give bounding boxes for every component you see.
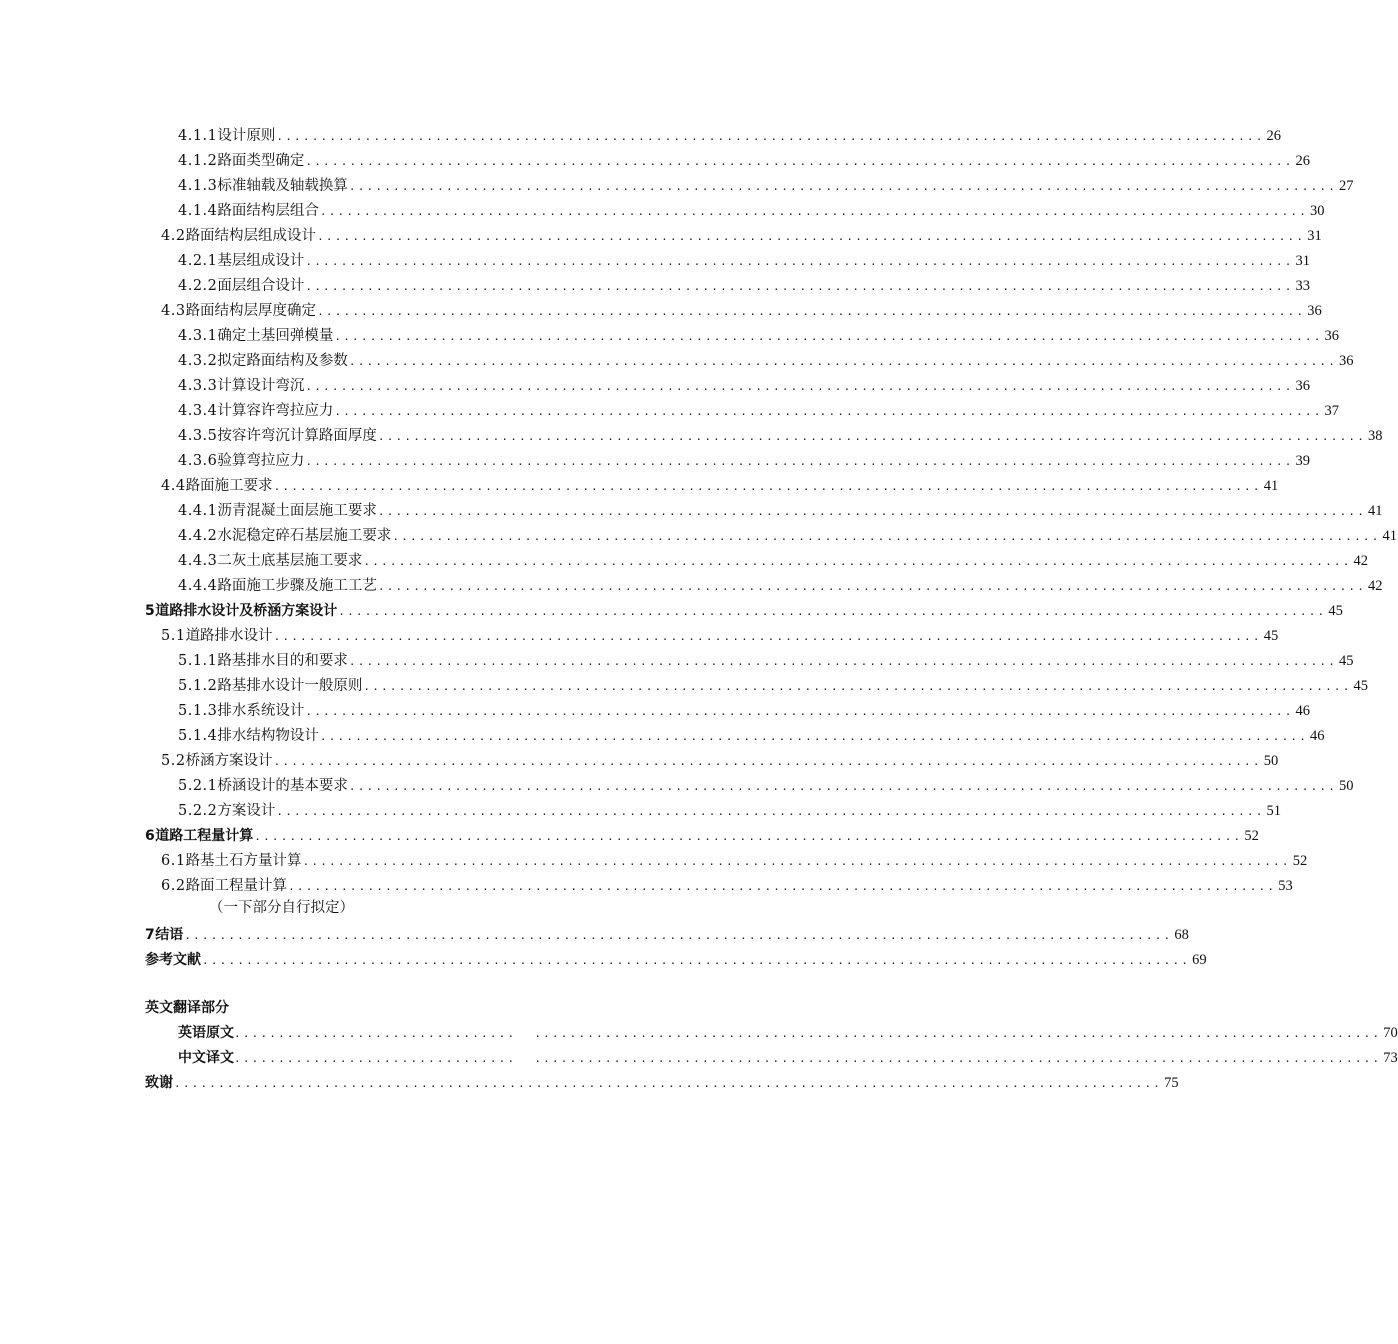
toc-entry-title: 路面结构层厚度确定 <box>185 303 317 319</box>
toc-entry-page: 36 <box>1307 303 1322 319</box>
dot-leader: ................................................................................................................ <box>273 630 1262 643</box>
toc-entry-page: 27 <box>1339 178 1354 194</box>
toc-entry-page: 53 <box>1278 878 1293 894</box>
dot-leader: ................................................................................................................ <box>317 230 1306 243</box>
toc-entry-title: 按容许弯沉计算路面厚度 <box>217 428 377 444</box>
dot-leader: ................................................................................................................ <box>305 155 1294 168</box>
toc-chapter-entry[interactable] <box>145 824 1259 849</box>
dot-leader: ................................................................................................................ <box>348 655 1338 668</box>
dot-leader: ................................................................................................................ <box>276 805 1265 818</box>
toc-entry-title: 计算设计弯沉 <box>217 378 305 394</box>
dot-leader: ................................................................................................ <box>534 1052 1382 1065</box>
dot-leader: ................................................................................................................ <box>305 380 1294 393</box>
toc-entry-title: 排水系统设计 <box>217 703 305 719</box>
dot-leader: ................................................................................................................ <box>334 405 1323 418</box>
dot-leader: ................................................................................................................ <box>392 530 1381 543</box>
toc-entry[interactable] <box>178 499 1383 524</box>
toc-entry-page: 46 <box>1310 728 1325 744</box>
toc-appendix-entry[interactable] <box>178 1046 1398 1071</box>
toc-entry-page: 36 <box>1295 378 1311 394</box>
toc-entry-page: 45 <box>1328 603 1343 619</box>
toc-entry-title: 道路排水设计及桥涵方案设计 <box>155 603 338 619</box>
toc-entry-title: 桥涵方案设计 <box>185 753 273 769</box>
dot-leader: ................................................................................................................ <box>317 305 1306 318</box>
toc-entry-number: 4.4.3 <box>178 553 218 569</box>
toc-entry-page: 36 <box>1324 328 1340 344</box>
dot-leader: ................................ <box>234 1027 517 1040</box>
dot-leader: ................................................................................................................ <box>363 680 1352 693</box>
toc-entry[interactable] <box>178 724 1325 749</box>
dot-leader: ................................................................................................................ <box>305 280 1294 293</box>
toc-entry-title: 路面施工要求 <box>185 478 273 494</box>
toc-appendix-entry[interactable] <box>178 1021 1398 1046</box>
toc-entry-title: 面层组合设计 <box>217 278 305 294</box>
toc-entry[interactable] <box>161 474 1279 499</box>
toc-entry-page: 37 <box>1324 403 1340 419</box>
toc-entry-title: 排水结构物设计 <box>217 728 319 744</box>
dot-leader: ................................................................................................................ <box>174 1077 1163 1090</box>
toc-entry-number: 4.3 <box>161 303 186 319</box>
toc-entry-number: 4.1.1 <box>178 128 218 144</box>
toc-entry-page: 26 <box>1295 153 1311 169</box>
toc-entry[interactable] <box>178 199 1325 224</box>
toc-entry-number: 4.1.2 <box>178 153 218 169</box>
toc-entry-title: 道路工程量计算 <box>155 828 254 844</box>
toc-entry-title: 路面工程量计算 <box>185 878 288 894</box>
toc-entry[interactable] <box>178 324 1340 349</box>
toc-entry-title: 路面结构层组合 <box>217 203 319 219</box>
toc-entry-title: 标准轴载及轴载换算 <box>217 178 348 194</box>
dot-leader: ................................................................................................................ <box>338 605 1327 618</box>
toc-entry-number: 4.3.5 <box>178 428 218 444</box>
toc-entry-page: 69 <box>1192 952 1207 968</box>
toc-entry-page: 42 <box>1353 553 1369 569</box>
appendix-heading: 英文翻译部分 <box>145 1000 229 1016</box>
dot-leader: ................................................................................................................ <box>305 705 1294 718</box>
toc-chapter-entry[interactable] <box>145 599 1343 624</box>
toc-entry-number: 4.3.1 <box>178 328 218 344</box>
toc-entry[interactable] <box>161 299 1322 324</box>
dot-leader: ................................................................................................................ <box>319 730 1309 743</box>
toc-entry-number: 4.3.2 <box>178 353 218 369</box>
toc-entry-page: 52 <box>1292 853 1308 869</box>
toc-entry-page: 42 <box>1368 578 1383 594</box>
toc-entry-title: 路基排水设计一般原则 <box>217 678 363 694</box>
toc-entry[interactable] <box>178 174 1354 199</box>
toc-entry-page: 31 <box>1295 253 1311 269</box>
dot-leader: ................................................................................................................ <box>288 880 1277 893</box>
toc-entry-page: 45 <box>1353 678 1369 694</box>
toc-entry-page: 52 <box>1244 828 1259 844</box>
toc-entry[interactable] <box>178 799 1282 824</box>
toc-entry[interactable] <box>178 549 1369 574</box>
toc-entry-page: 50 <box>1263 753 1279 769</box>
dot-leader: ................................................................................................................ <box>302 855 1291 868</box>
dot-leader: ................................................................................................................ <box>363 555 1352 568</box>
dot-leader: ................................ <box>234 1052 517 1065</box>
toc-entry-number: 4.4.1 <box>178 503 218 519</box>
dot-leader: ................................................................................................................ <box>348 180 1338 193</box>
toc-entry-page: 33 <box>1295 278 1311 294</box>
toc-entry-title: 确定土基回弹模量 <box>217 328 334 344</box>
toc-entry-page: 50 <box>1339 778 1354 794</box>
toc-entry-page: 51 <box>1266 803 1282 819</box>
toc-entry-title: 沥青混凝土面层施工要求 <box>217 503 377 519</box>
toc-entry-title: 中文译文 <box>178 1050 234 1066</box>
toc-entry-number: 4.4 <box>161 478 186 494</box>
toc-entry-page: 39 <box>1295 453 1311 469</box>
dot-leader: ................................................................................................................ <box>276 130 1265 143</box>
toc-entry[interactable] <box>178 274 1311 299</box>
toc-entry[interactable] <box>178 449 1311 474</box>
toc-entry-page: 45 <box>1263 628 1279 644</box>
toc-entry[interactable] <box>178 699 1311 724</box>
toc-chapter-entry[interactable] <box>145 1071 1179 1096</box>
dot-leader: ................................................................................................................ <box>273 755 1262 768</box>
toc-entry[interactable] <box>178 424 1383 449</box>
dot-leader: ................................................................................................................ <box>305 455 1294 468</box>
toc-entry-page: 30 <box>1310 203 1325 219</box>
toc-entry-number: 6 <box>145 828 156 844</box>
dot-leader: ................................................................................................................ <box>377 505 1367 518</box>
toc-entry[interactable] <box>161 749 1279 774</box>
toc-entry-title: 英语原文 <box>178 1025 234 1041</box>
toc-entry[interactable] <box>178 399 1340 424</box>
toc-entry-page: 73 <box>1383 1050 1398 1066</box>
toc-entry[interactable] <box>178 524 1398 549</box>
toc-entry-number: 4.2 <box>161 228 186 244</box>
toc-entry-page: 31 <box>1307 228 1322 244</box>
toc-entry-page: 41 <box>1368 503 1383 519</box>
toc-entry-number: 4.2.2 <box>178 278 218 294</box>
toc-entry-number: 5.1.3 <box>178 703 218 719</box>
toc-entry-number: 5.1 <box>161 628 186 644</box>
toc-chapter-entry[interactable] <box>145 923 1189 948</box>
toc-entry-number: 5.2 <box>161 753 186 769</box>
toc-entry[interactable] <box>161 224 1322 249</box>
toc-entry-number: 4.3.4 <box>178 403 218 419</box>
toc-entry-page: 38 <box>1368 428 1383 444</box>
toc-entry-page: 68 <box>1174 927 1189 943</box>
toc-entry-title: 设计原则 <box>217 128 276 144</box>
toc-entry-page: 75 <box>1164 1075 1179 1091</box>
toc-entry-number: 7 <box>145 927 156 943</box>
toc-entry[interactable] <box>178 249 1311 274</box>
toc-entry-page: 41 <box>1263 478 1279 494</box>
toc-entry-title: 道路排水设计 <box>185 628 273 644</box>
toc-entry-number: 4.4.2 <box>178 528 218 544</box>
toc-entry-number: 5.1.4 <box>178 728 218 744</box>
toc-entry[interactable] <box>178 649 1354 674</box>
toc-entry-number: 4.3.3 <box>178 378 218 394</box>
toc-entry-title: 桥涵设计的基本要求 <box>217 778 348 794</box>
toc-entry-page: 41 <box>1382 528 1398 544</box>
toc-entry-title: 路面施工步骤及施工工艺 <box>217 578 377 594</box>
toc-entry[interactable] <box>178 374 1311 399</box>
toc-entry-title: 验算弯拉应力 <box>217 453 305 469</box>
toc-entry-number: 5.1.2 <box>178 678 218 694</box>
toc-entry-title: 路基土石方量计算 <box>185 853 302 869</box>
dot-leader: ................................................................................................................ <box>184 929 1173 942</box>
toc-entry-page: 26 <box>1266 128 1282 144</box>
toc-entry-number: 6.2 <box>161 878 186 894</box>
toc-entry-number: 4.2.1 <box>178 253 218 269</box>
toc-entry-number: 4.1.4 <box>178 203 218 219</box>
toc-entry-number: 5.1.1 <box>178 653 218 669</box>
dot-leader: ................................................................................................................ <box>254 830 1243 843</box>
toc-entry-page: 70 <box>1383 1025 1398 1041</box>
toc-entry[interactable] <box>178 149 1311 174</box>
toc-entry-title: 路面类型确定 <box>217 153 305 169</box>
dot-leader: ................................................................................................................ <box>202 954 1191 967</box>
toc-entry-number: 4.1.3 <box>178 178 218 194</box>
toc-chapter-entry[interactable] <box>145 948 1207 973</box>
dot-leader: ................................................................................................................ <box>273 480 1262 493</box>
toc-entry-number: 6.1 <box>161 853 186 869</box>
toc-entry-number: 4.3.6 <box>178 453 218 469</box>
toc-entry-number: 5 <box>145 603 156 619</box>
toc-entry[interactable] <box>161 624 1279 649</box>
toc-entry[interactable] <box>178 574 1383 599</box>
toc-entry-title: 水泥稳定碎石基层施工要求 <box>217 528 392 544</box>
toc-entry-title: 路基排水目的和要求 <box>217 653 348 669</box>
toc-entry-number: 5.2.1 <box>178 778 218 794</box>
toc-entry-number: 4.4.4 <box>178 578 218 594</box>
dot-leader: ................................................................................................................ <box>348 780 1338 793</box>
dot-leader: ................................................................................................................ <box>377 580 1367 593</box>
toc-entry[interactable] <box>161 849 1308 874</box>
toc-entry-title: 二灰土底基层施工要求 <box>217 553 363 569</box>
dot-leader: ................................................................................................................ <box>319 205 1309 218</box>
toc-entry-title: 路面结构层组成设计 <box>185 228 317 244</box>
toc-entry-number: 5.2.2 <box>178 803 218 819</box>
dot-leader: ................................................................................................................ <box>377 430 1367 443</box>
toc-entry[interactable] <box>178 349 1354 374</box>
toc-entry[interactable] <box>178 674 1369 699</box>
toc-entry-title: 结语 <box>155 927 184 943</box>
dot-leader: ................................................................................................................ <box>305 255 1294 268</box>
toc-entry-page: 46 <box>1295 703 1311 719</box>
toc-entry[interactable] <box>178 124 1282 149</box>
dot-leader: ................................................................................................ <box>534 1027 1382 1040</box>
toc-entry-title: 方案设计 <box>217 803 276 819</box>
toc-note: （一下部分自行拟定） <box>209 900 354 916</box>
toc-entry-title: 致谢 <box>145 1075 173 1091</box>
toc-entry-title: 基层组成设计 <box>217 253 305 269</box>
toc-entry-page: 45 <box>1339 653 1354 669</box>
toc-entry-title: 参考文献 <box>145 952 201 968</box>
toc-entry-title: 计算容许弯拉应力 <box>217 403 334 419</box>
toc-entry[interactable] <box>178 774 1354 799</box>
toc-entry-title: 拟定路面结构及参数 <box>217 353 348 369</box>
dot-leader: ................................................................................................................ <box>348 355 1338 368</box>
dot-leader: ................................................................................................................ <box>334 330 1323 343</box>
toc-entry-page: 36 <box>1339 353 1354 369</box>
